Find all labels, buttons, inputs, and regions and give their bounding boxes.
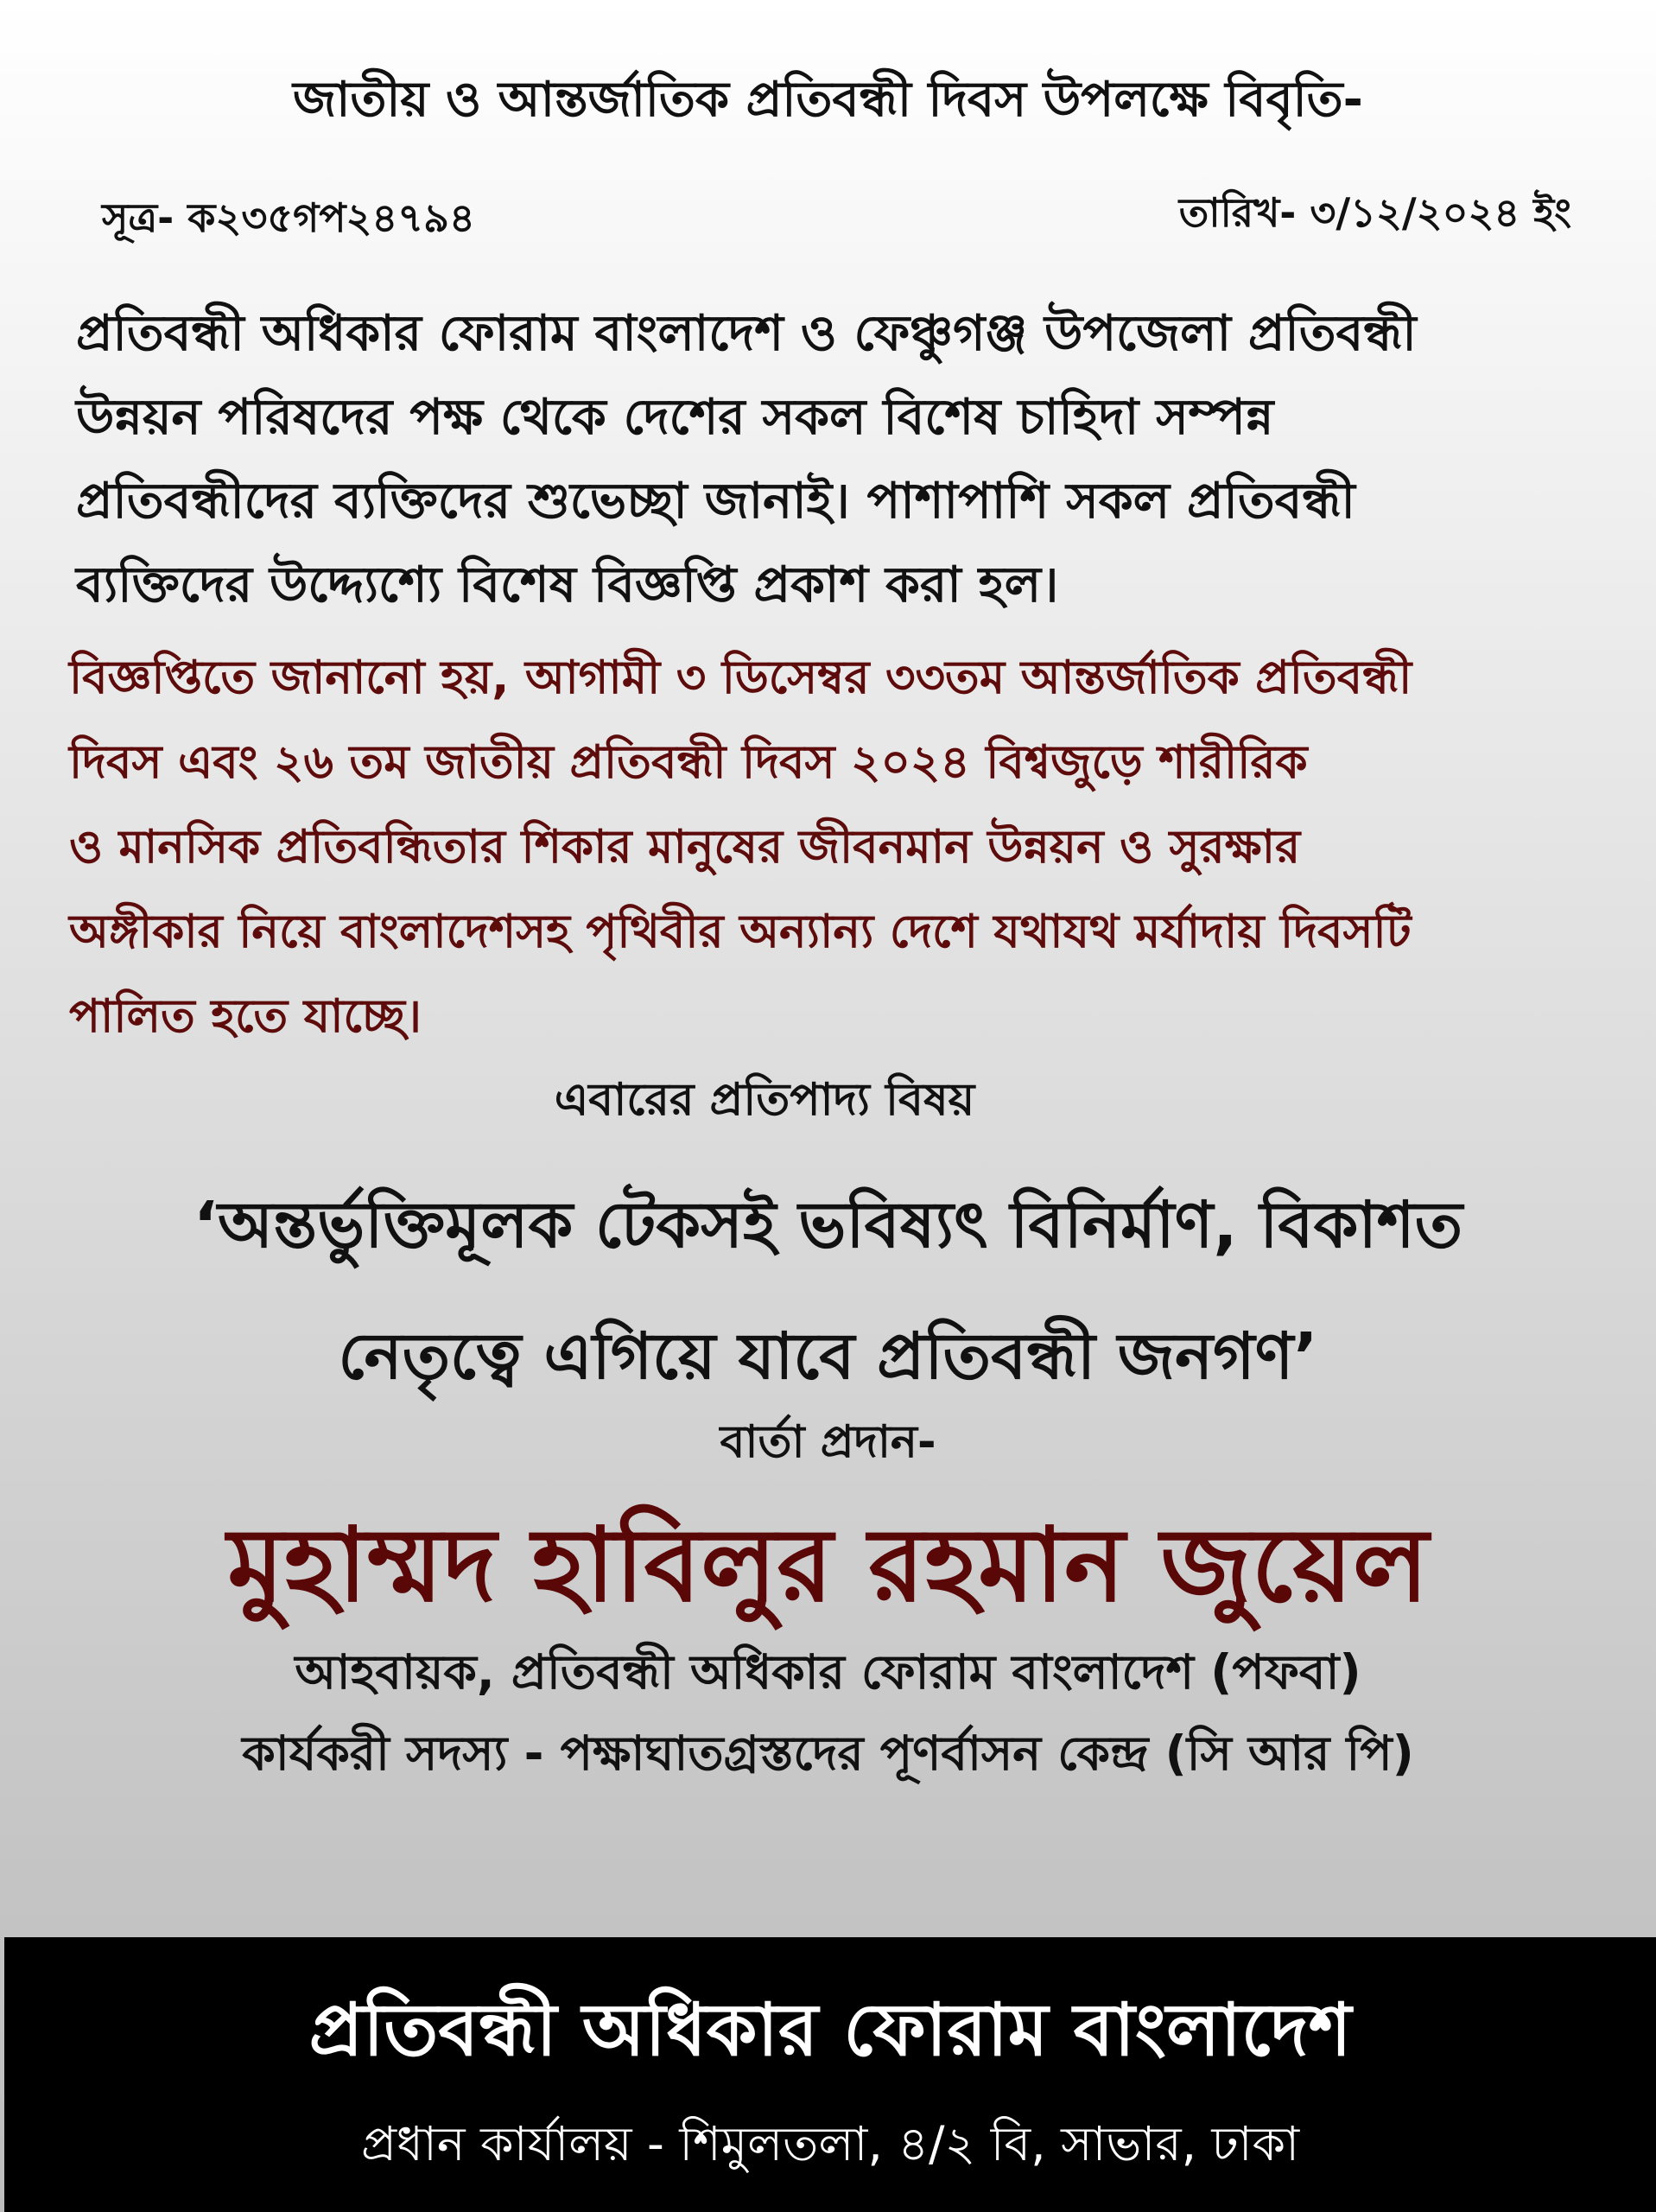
intro-line: উন্নয়ন পরিষদের পক্ষ থেকে দেশের সকল বিশেষ চাহিদা সম্পন্ন — [76, 389, 1274, 446]
footer-banner — [4, 1937, 1656, 2212]
statement-date: তারিখ- ৩/১২/২০২৪ ইং — [1178, 189, 1571, 236]
announcement-line: দিবস এবং ২৬ তম জাতীয় প্রতিবন্ধী দিবস ২০২৪ বিশ্বজুড়ে শারীরিক — [69, 736, 1308, 789]
reference-number: সূত্র- ক২৩৫গপ২৪৭৯৪ — [102, 194, 475, 241]
speaker-roles — [0, 1631, 1656, 1794]
organization-name: প্রতিবন্ধী অধিকার ফোরাম বাংলাদেশ — [308, 1987, 1352, 2072]
intro-paragraph — [76, 292, 1596, 627]
statement-heading: জাতীয় ও আন্তর্জাতিক প্রতিবন্ধী দিবস উপলক্ষে বিবৃতি- — [293, 72, 1363, 128]
announcement-line: বিজ্ঞপ্তিতে জানানো হয়, আগামী ৩ ডিসেম্বর ৩৩তম আন্তর্জাতিক প্রতিবন্ধী — [69, 652, 1412, 704]
theme-label: এবারের প্রতিপাদ্য বিষয় — [554, 1074, 975, 1126]
announcement-line: পালিত হতে যাচ্ছে। — [69, 990, 422, 1043]
announcement-line: অঙ্গীকার নিয়ে বাংলাদেশসহ পৃথিবীর অন্যান্য দেশে যথাযথ মর্যাদায় দিবসটি — [69, 906, 1412, 958]
intro-line: প্রতিবন্ধী অধিকার ফোরাম বাংলাদেশ ও ফেঞ্চুগঞ্জ উপজেলা প্রতিবন্ধী — [76, 305, 1417, 362]
speaker-role: কার্যকরী সদস্য - পক্ষাঘাতগ্রস্তদের পূণর্বাসন কেন্দ্র (সি আর পি) — [242, 1726, 1414, 1781]
announcement-paragraph — [69, 636, 1624, 1059]
intro-line: প্রতিবন্ধীদের ব্যক্তিদের শুভেচ্ছা জানাই। পাশাপাশি সকল প্রতিবন্ধী — [76, 473, 1355, 530]
theme-line: ‘অন্তর্ভুক্তিমূলক টেকসই ভবিষ্যৎ বিনির্মাণ, বিকাশত — [193, 1188, 1463, 1262]
message-label: বার্তা প্রদান- — [720, 1416, 936, 1468]
theme-quote — [35, 1160, 1621, 1422]
theme-line: নেতৃত্বে এগিয়ে যাবে প্রতিবন্ধী জনগণ’ — [338, 1319, 1318, 1394]
announcement-line: ও মানসিক প্রতিবন্ধিতার শিকার মানুষের জীবনমান উন্নয়ন ও সুরক্ষার — [69, 821, 1301, 874]
speaker-role: আহবায়ক, প্রতিবন্ধী অধিকার ফোরাম বাংলাদেশ (পফবা) — [295, 1644, 1361, 1700]
speaker-name: মুহাম্মদ হাবিলুর রহমান জুয়েল — [227, 1505, 1429, 1624]
intro-line: ব্যক্তিদের উদ্দ্যেশ্যে বিশেষ বিজ্ঞপ্তি প্রকাশ করা হল। — [76, 556, 1059, 613]
head-office-address: প্রধান কার্যালয় - শিমুলতলা, ৪/২ বি, সাভার, ঢাকা — [360, 2116, 1300, 2171]
